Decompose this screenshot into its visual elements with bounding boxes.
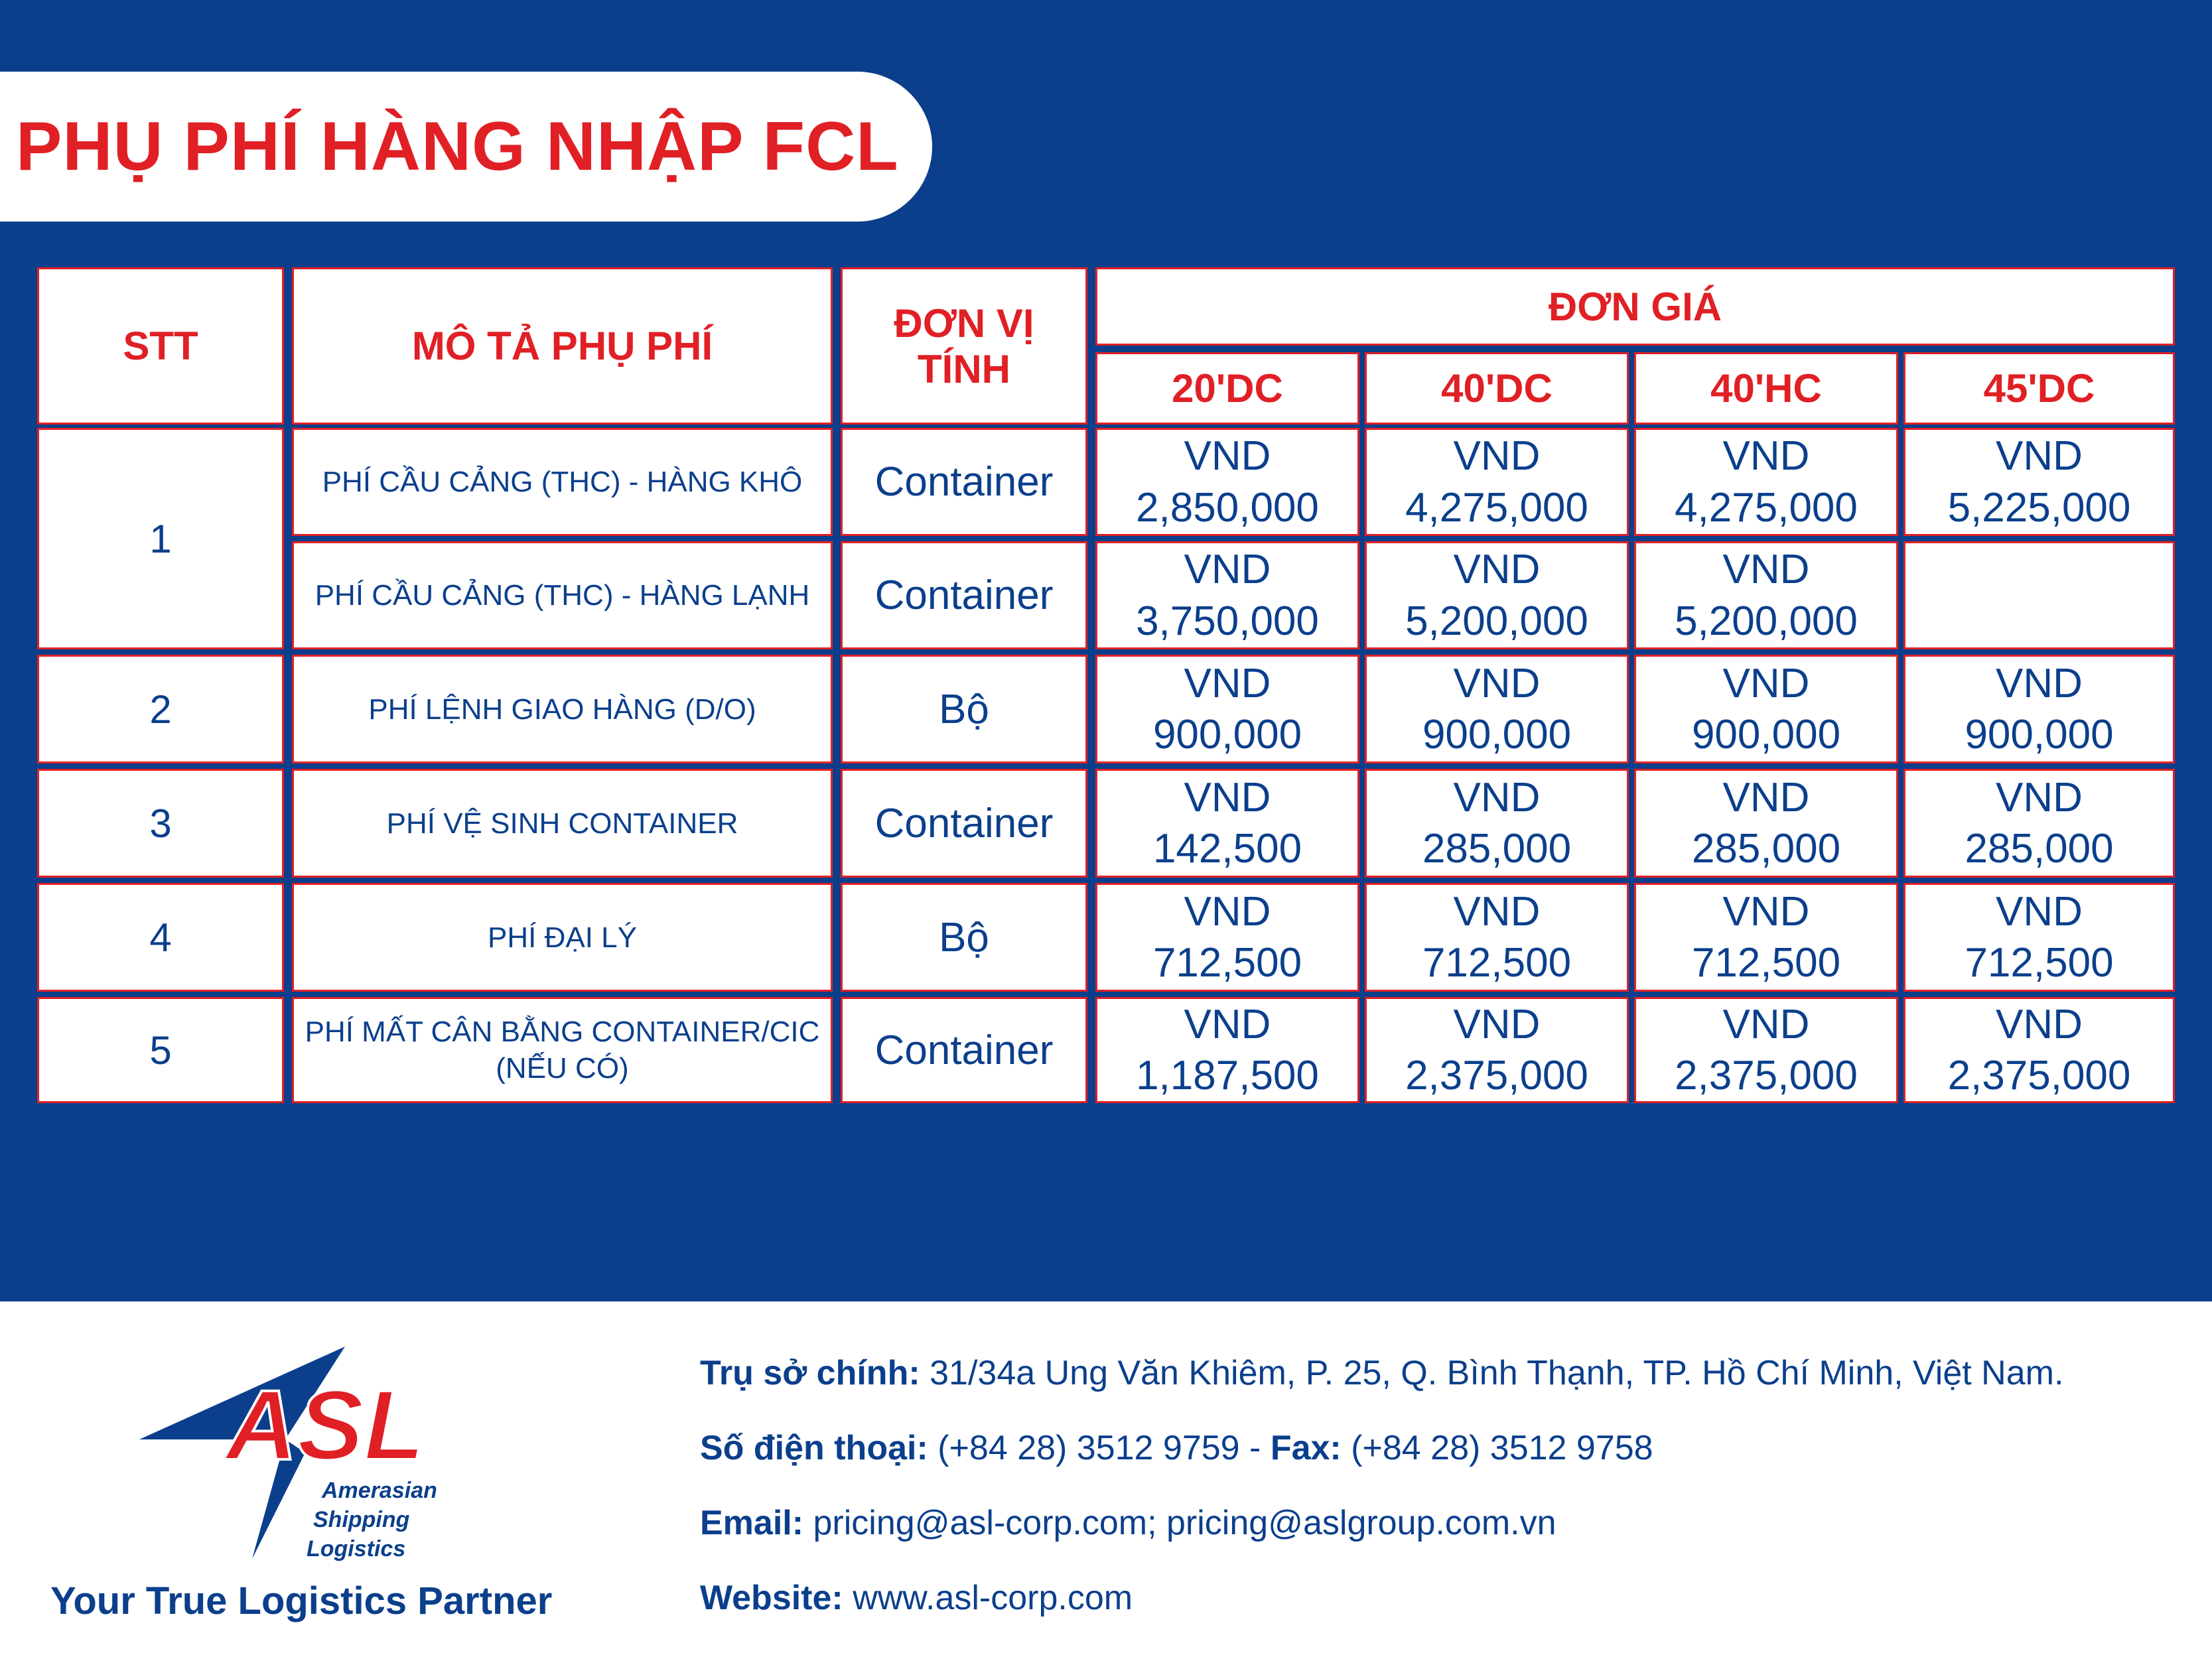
email-label: Email: — [700, 1504, 804, 1542]
price-amount: 285,000 — [1422, 826, 1572, 872]
page-title: PHỤ PHÍ HÀNG NHẬP FCL — [16, 107, 899, 185]
price-amount: 2,375,000 — [1675, 1053, 1858, 1098]
price-amount: 712,500 — [1152, 940, 1302, 986]
price-cell — [1365, 428, 1629, 536]
price-currency: VND — [1722, 1001, 1810, 1047]
price-currency: VND — [1722, 660, 1810, 706]
price-currency: VND — [1184, 774, 1271, 821]
price-currency: VND — [1453, 1001, 1541, 1047]
description-text-line1: PHÍ MẤT CÂN BẰNG CONTAINER/CIC — [305, 1016, 820, 1048]
header-description-label: MÔ TẢ PHỤ PHÍ — [411, 324, 713, 368]
price-currency: VND — [1722, 547, 1810, 592]
header-description — [292, 267, 833, 425]
stt-cell — [37, 883, 284, 992]
unit-text: Container — [874, 1027, 1054, 1073]
price-cell — [1095, 428, 1359, 536]
title-banner — [0, 72, 932, 222]
header-container-label: 45'DC — [1983, 366, 2095, 411]
price-amount: 285,000 — [1691, 826, 1841, 872]
price-currency: VND — [1996, 1001, 2083, 1047]
stt-value: 2 — [149, 687, 172, 732]
header-unit-line1: ĐƠN VỊ — [894, 300, 1034, 346]
website-link[interactable]: www.asl-corp.com — [853, 1579, 1133, 1617]
price-amount: 712,500 — [1691, 940, 1841, 986]
price-cell — [1903, 997, 2175, 1103]
stt-value: 1 — [149, 516, 172, 561]
price-cell — [1634, 769, 1898, 878]
asl-logo-text: ASL — [226, 1369, 425, 1481]
header-container-label: 20'DC — [1172, 366, 1283, 411]
price-amount: 3,750,000 — [1136, 598, 1319, 644]
unit-text: Container — [874, 800, 1054, 846]
price-cell — [1095, 883, 1359, 992]
price-cell — [1634, 997, 1898, 1103]
price-cell — [1903, 655, 2175, 763]
price-currency: VND — [1453, 660, 1541, 706]
unit-cell — [841, 541, 1087, 649]
unit-text: Bộ — [939, 914, 989, 961]
price-amount: 900,000 — [1152, 712, 1302, 758]
price-currency: VND — [1722, 774, 1810, 821]
website-line — [700, 1578, 1133, 1618]
price-cell — [1095, 997, 1359, 1103]
price-amount: 712,500 — [1422, 940, 1572, 986]
price-amount: 2,850,000 — [1136, 484, 1319, 531]
header-container-45dc — [1903, 352, 2175, 425]
address-value: 31/34a Ung Văn Khiêm, P. 25, Q. Bình Thạnh, TP. Hồ Chí Minh, Việt Nam. — [930, 1354, 2064, 1392]
phone-label: Số điện thoại: — [700, 1429, 928, 1467]
price-cell — [1095, 769, 1359, 878]
price-cell — [1365, 655, 1629, 763]
description-cell — [292, 428, 833, 536]
description-text: PHÍ LỆNH GIAO HÀNG (D/O) — [368, 693, 756, 726]
price-cell — [1365, 997, 1629, 1103]
price-amount: 900,000 — [1691, 712, 1841, 758]
stt-value: 3 — [149, 801, 172, 846]
price-currency: VND — [1184, 1001, 1271, 1047]
asl-logo-subtitle-2: Shipping — [313, 1507, 410, 1532]
description-cell — [292, 997, 833, 1103]
price-amount: 4,275,000 — [1675, 484, 1858, 531]
tagline: Your True Logistics Partner — [50, 1579, 553, 1623]
stt-cell — [37, 997, 284, 1103]
price-cell — [1903, 769, 2175, 878]
unit-cell — [841, 997, 1087, 1103]
price-currency: VND — [1996, 888, 2083, 935]
price-currency: VND — [1184, 660, 1271, 706]
asl-logo-subtitle-3: Logistics — [307, 1536, 406, 1561]
price-cell-empty — [1903, 541, 2175, 649]
price-currency: VND — [1184, 433, 1271, 479]
price-cell — [1365, 541, 1629, 649]
header-stt-label: STT — [123, 324, 198, 368]
address-label: Trụ sở chính: — [700, 1354, 920, 1392]
description-cell — [292, 769, 833, 878]
description-text: PHÍ CẦU CẢNG (THC) - HÀNG LẠNH — [314, 579, 810, 612]
price-cell — [1365, 769, 1629, 878]
fax-label: Fax: — [1270, 1429, 1342, 1467]
header-container-label: 40'HC — [1710, 366, 1822, 411]
price-amount: 1,187,500 — [1136, 1053, 1319, 1098]
email-value[interactable]: pricing@asl-corp.com; pricing@aslgroup.com.vn — [813, 1504, 1556, 1542]
price-amount: 142,500 — [1152, 826, 1302, 872]
price-currency: VND — [1996, 660, 2083, 706]
price-amount: 5,200,000 — [1675, 598, 1858, 644]
asl-logo-subtitle-1: Amerasian — [322, 1478, 437, 1503]
header-price-label: ĐƠN GIÁ — [1548, 284, 1722, 329]
price-cell — [1634, 541, 1898, 649]
stt-cell — [37, 428, 284, 649]
price-currency: VND — [1722, 888, 1810, 935]
header-container-40hc — [1634, 352, 1898, 425]
header-container-label: 40'DC — [1441, 366, 1553, 411]
unit-text: Container — [874, 572, 1054, 618]
price-currency: VND — [1184, 547, 1271, 592]
price-amount: 5,200,000 — [1405, 598, 1588, 644]
unit-text: Bộ — [939, 686, 989, 732]
website-label: Website: — [700, 1579, 843, 1617]
price-cell — [1095, 541, 1359, 649]
description-text-line2: (NẾU CÓ) — [496, 1052, 629, 1085]
stt-cell — [37, 769, 284, 878]
description-text: PHÍ VỆ SINH CONTAINER — [386, 807, 738, 840]
price-currency: VND — [1453, 888, 1541, 935]
price-cell — [1095, 655, 1359, 763]
header-container-20dc — [1095, 352, 1359, 425]
description-text: PHÍ CẦU CẢNG (THC) - HÀNG KHÔ — [322, 466, 803, 498]
header-price — [1095, 267, 2175, 346]
price-cell — [1903, 428, 2175, 536]
stt-value: 5 — [149, 1028, 172, 1073]
phone-value: (+84 28) 3512 9759 - — [937, 1429, 1261, 1467]
header-unit — [841, 267, 1087, 425]
unit-cell — [841, 655, 1087, 763]
price-amount: 5,225,000 — [1947, 484, 2131, 531]
fax-value: (+84 28) 3512 9758 — [1351, 1429, 1653, 1467]
header-stt — [37, 267, 284, 425]
price-amount: 712,500 — [1965, 940, 2114, 986]
price-cell — [1634, 428, 1898, 536]
header-container-40dc — [1365, 352, 1629, 425]
header-unit-line2: TÍNH — [918, 346, 1010, 391]
description-text: PHÍ ĐẠI LÝ — [488, 921, 637, 954]
description-cell — [292, 883, 833, 992]
price-amount: 900,000 — [1422, 712, 1572, 758]
address-line — [700, 1353, 2063, 1393]
unit-cell — [841, 769, 1087, 878]
price-currency: VND — [1184, 888, 1271, 935]
price-currency: VND — [1453, 433, 1541, 479]
price-amount: 2,375,000 — [1947, 1053, 2131, 1098]
price-currency: VND — [1996, 433, 2083, 479]
unit-cell — [841, 428, 1087, 536]
stt-value: 4 — [149, 915, 172, 960]
price-cell — [1903, 883, 2175, 992]
price-amount: 4,275,000 — [1405, 484, 1588, 531]
description-cell — [292, 541, 833, 649]
phone-line — [700, 1428, 1653, 1468]
email-line — [700, 1503, 1556, 1543]
unit-text: Container — [874, 459, 1054, 505]
description-cell — [292, 655, 833, 763]
price-amount: 900,000 — [1965, 712, 2114, 758]
price-cell — [1634, 655, 1898, 763]
asl-logo — [133, 1340, 491, 1565]
price-cell — [1634, 883, 1898, 992]
stt-cell — [37, 655, 284, 763]
price-amount: 2,375,000 — [1405, 1053, 1588, 1098]
price-cell — [1365, 883, 1629, 992]
price-amount: 285,000 — [1965, 826, 2114, 872]
price-currency: VND — [1453, 774, 1541, 821]
price-currency: VND — [1996, 774, 2083, 821]
price-currency: VND — [1722, 433, 1810, 479]
price-currency: VND — [1453, 547, 1541, 592]
unit-cell — [841, 883, 1087, 992]
